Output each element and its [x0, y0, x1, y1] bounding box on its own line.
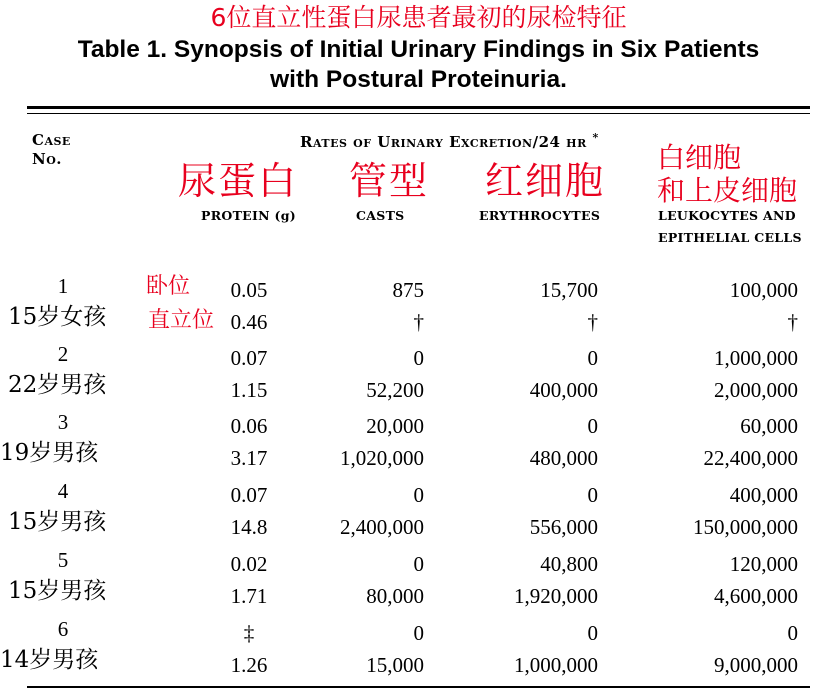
top-rule-thin	[27, 113, 810, 114]
rbc-value: 15,700	[540, 278, 598, 302]
leuko-en-header-1: LEUKOCYTES AND	[658, 208, 796, 223]
leuko-value: 120,000	[729, 552, 798, 576]
case-number: 3	[57, 410, 69, 434]
rbc-value: 0	[587, 621, 598, 645]
protein-value: 0.07	[230, 346, 268, 370]
rbc-value: 480,000	[529, 446, 598, 470]
protein-value: 0.46	[230, 310, 268, 334]
leuko-value: 0	[787, 621, 798, 645]
rbc-cn-header: 红细胞	[485, 159, 606, 203]
leuko-cn-header-1: 白细胞	[657, 141, 742, 174]
leuko-en-header-2: EPITHELIAL CELLS	[658, 230, 802, 245]
chinese-title: 6位直立性蛋白尿患者最初的尿检特征	[210, 3, 627, 32]
patient-label: 22岁男孩	[8, 372, 107, 398]
rbc-value: 0	[587, 483, 598, 507]
rbc-value: 40,800	[540, 552, 598, 576]
case-number: 4	[57, 479, 69, 503]
casts-value: †	[413, 310, 424, 334]
patient-label: 15岁男孩	[8, 578, 107, 604]
rates-header	[300, 131, 599, 151]
casts-value: 0	[413, 552, 424, 576]
patient-label: 15岁男孩	[8, 509, 107, 535]
patient-label: 19岁男孩	[0, 440, 99, 466]
casts-value: 20,000	[366, 414, 424, 438]
casts-value: 80,000	[366, 584, 424, 608]
protein-value: 0.06	[230, 414, 268, 438]
leuko-cn-header-2: 和上皮细胞	[657, 174, 798, 207]
casts-value: 52,200	[366, 378, 424, 402]
protein-value: 0.02	[230, 552, 268, 576]
patient-label: 14岁男孩	[0, 647, 99, 673]
casts-en-header: CASTS	[356, 208, 405, 223]
casts-value: 15,000	[366, 653, 424, 677]
protein-value: 1.71	[230, 584, 268, 608]
leuko-value: 400,000	[729, 483, 798, 507]
case-number: 5	[57, 548, 69, 572]
case-number: 6	[57, 617, 69, 641]
protein-cn-header: 尿蛋白	[178, 159, 299, 203]
protein-value: 0.07	[230, 483, 268, 507]
rbc-value: †	[587, 310, 598, 334]
rates-footnote-mark: *	[592, 131, 599, 144]
casts-value: 0	[413, 346, 424, 370]
casts-cn-header: 管型	[349, 159, 430, 203]
rbc-value: 0	[587, 346, 598, 370]
protein-value: 1.15	[230, 378, 268, 402]
case-header-line1: Case	[32, 131, 71, 149]
casts-value: 1,020,000	[340, 446, 424, 470]
casts-value: 875	[392, 278, 424, 302]
protein-value: 0.05	[230, 278, 268, 302]
top-rule-thick	[27, 106, 810, 109]
bottom-rule	[27, 686, 810, 688]
english-title-line2: with Postural Proteinuria.	[270, 66, 567, 93]
leuko-value: †	[787, 310, 798, 334]
leuko-value: 60,000	[740, 414, 798, 438]
leuko-value: 1,000,000	[714, 346, 798, 370]
protein-en-header: PROTEIN (g)	[201, 208, 296, 223]
rbc-value: 1,920,000	[514, 584, 598, 608]
upright-annotation: 直立位	[148, 308, 215, 333]
leuko-value: 150,000,000	[693, 515, 798, 539]
protein-value: 1.26	[230, 653, 268, 677]
rates-header-text: Rates of Urinary Excretion/24 hr	[300, 133, 587, 151]
leuko-value: 9,000,000	[714, 653, 798, 677]
casts-value: 0	[413, 621, 424, 645]
rbc-value: 0	[587, 414, 598, 438]
rbc-value: 1,000,000	[514, 653, 598, 677]
leuko-value: 100,000	[729, 278, 798, 302]
case-header-line2: No.	[32, 150, 63, 168]
rbc-en-header: ERYTHROCYTES	[479, 208, 601, 223]
protein-value: 3.17	[230, 446, 268, 470]
rbc-value: 400,000	[529, 378, 598, 402]
leuko-value: 4,600,000	[714, 584, 798, 608]
protein-value: ‡	[243, 621, 255, 645]
leuko-value: 2,000,000	[714, 378, 798, 402]
english-title-line1: Table 1. Synopsis of Initial Urinary Findings in Six Patients	[77, 36, 760, 63]
case-number: 1	[57, 274, 69, 298]
protein-value: 14.8	[230, 515, 268, 539]
casts-value: 2,400,000	[340, 515, 424, 539]
casts-value: 0	[413, 483, 424, 507]
patient-label: 15岁女孩	[8, 304, 107, 330]
leuko-value: 22,400,000	[703, 446, 798, 470]
rbc-value: 556,000	[529, 515, 598, 539]
case-number: 2	[57, 342, 69, 366]
supine-annotation: 卧位	[146, 274, 191, 299]
